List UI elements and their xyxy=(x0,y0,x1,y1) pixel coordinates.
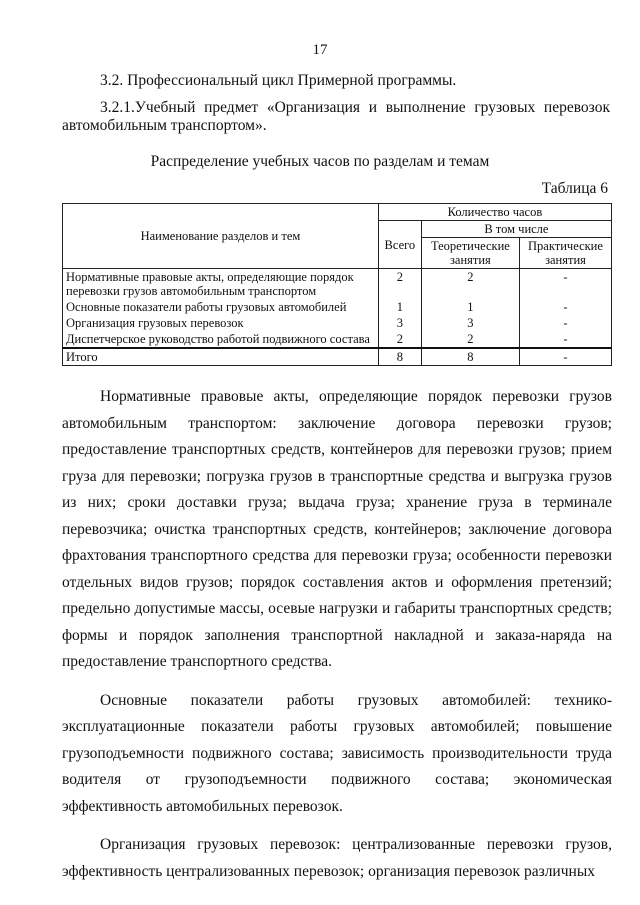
total-practice: - xyxy=(519,348,611,366)
section-heading: 3.2. Профессиональный цикл Примерной программы. xyxy=(100,72,457,89)
row-practice: - xyxy=(519,331,611,348)
paragraph-organization: Организация грузовых перевозок: централизованные перевозки грузов, эффективность централизованных перевозок; организация перевозок различных xyxy=(62,836,612,880)
subsection-heading-line1: 3.2.1.Учебный предмет «Организация и выполнение грузовых перевозок xyxy=(100,99,610,116)
row-practice: - xyxy=(519,299,611,315)
row-theory: 2 xyxy=(421,269,519,300)
row-total: 2 xyxy=(378,269,421,300)
table-label: Таблица 6 xyxy=(541,180,608,197)
header-theory: Теоретические занятия xyxy=(421,238,519,269)
total-name: Итого xyxy=(63,348,379,366)
header-total: Всего xyxy=(378,221,421,269)
total-total: 8 xyxy=(378,348,421,366)
table-header-row xyxy=(63,204,612,221)
header-including: В том числе xyxy=(421,221,611,238)
paragraph-legal-acts: Нормативные правовые акты, определяющие порядок перевозки грузов автомобильным транспортом: заключение договора перевозки грузов; предоставление транспортных средств, контейнеров для перевозки грузов; прием груза для перевозки; погрузка грузов в транспортные средства и выгрузка грузов из них; сроки доставки груза; выдача груза; хранение груза в терминале перевозчика; очистка транспортных средств, контейнеров; заключение договора фрахтования транспортного средства для перевозки груза; особенности перевозки отдельных видов грузов; порядок составления актов и оформления претензий; предельно допустимые массы, осевые нагрузки и габариты транспортных средств; формы и порядок заполнения транспортной накладной и заказа-наряда на предоставление транспортного средства. xyxy=(62,388,612,670)
hours-table xyxy=(62,203,612,366)
row-theory: 3 xyxy=(421,315,519,331)
row-total: 1 xyxy=(378,299,421,315)
row-total: 2 xyxy=(378,331,421,348)
page-number: 17 xyxy=(312,42,328,58)
row-theory: 2 xyxy=(421,331,519,348)
row-name: Организация грузовых перевозок xyxy=(63,315,379,331)
body-text xyxy=(62,384,612,897)
table-row xyxy=(63,299,612,315)
table-caption: Распределение учебных часов по разделам и темам xyxy=(150,153,490,170)
paragraph-performance: Основные показатели работы грузовых автомобилей: технико-эксплуатационные показатели работы грузовых автомобилей; повышение грузоподъемности подвижного состава; зависимость производительности труда водителя от грузоподъемности подвижного состава; экономическая эффективность автомобильных перевозок. xyxy=(62,691,612,815)
table-total-row xyxy=(63,348,612,366)
row-theory: 1 xyxy=(421,299,519,315)
row-name: Диспетчерское руководство работой подвижного состава xyxy=(63,331,379,348)
subsection-heading-line2: автомобильным транспортом». xyxy=(62,117,267,134)
total-theory: 8 xyxy=(421,348,519,366)
row-total: 3 xyxy=(378,315,421,331)
table-row xyxy=(63,315,612,331)
row-practice: - xyxy=(519,269,611,300)
row-name: Основные показатели работы грузовых автомобилей xyxy=(63,299,379,315)
row-name: Нормативные правовые акты, определяющие порядок перевозки грузов автомобильным транспортом xyxy=(63,269,379,300)
header-practice: Практические занятия xyxy=(519,238,611,269)
header-name: Наименование разделов и тем xyxy=(63,204,379,269)
row-practice: - xyxy=(519,315,611,331)
subsection-heading xyxy=(62,99,610,135)
table-row xyxy=(63,331,612,348)
table-row xyxy=(63,269,612,300)
header-hours: Количество часов xyxy=(378,204,611,221)
